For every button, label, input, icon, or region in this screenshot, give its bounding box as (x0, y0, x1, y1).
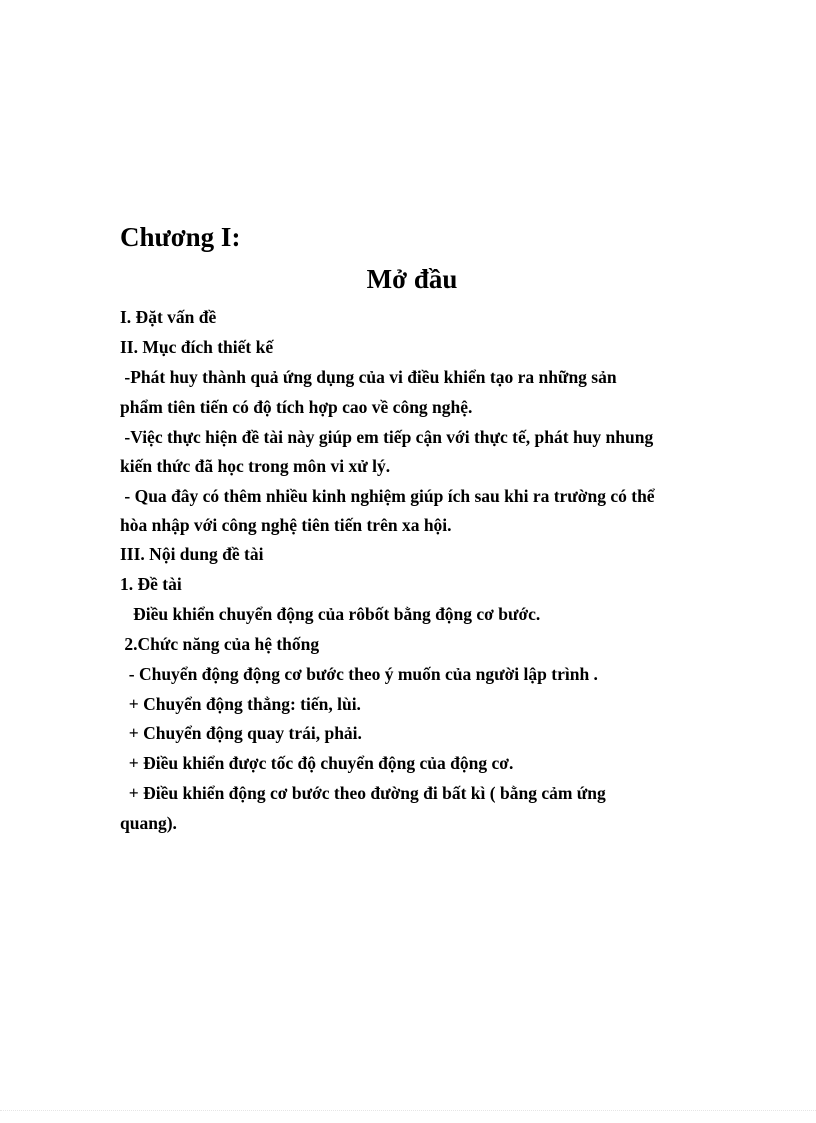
paragraph-line: phẩm tiên tiến có độ tích hợp cao về công nghệ. (120, 397, 473, 417)
section-heading-1: I. Đặt vấn đề (120, 307, 217, 327)
paragraph-line: Điều khiển chuyển động của rôbốt bằng động cơ bước. (120, 604, 541, 624)
paragraph-line: hòa nhập với công nghệ tiên tiến trên xa hội. (120, 515, 452, 535)
list-item-continuation: quang). (120, 813, 177, 833)
section-heading-2: II. Mục đích thiết kế (120, 337, 274, 357)
subsection-heading-1: 1. Đề tài (120, 574, 182, 594)
subsection-heading-2: 2.Chức năng của hệ thống (120, 634, 320, 654)
list-item: + Điều khiển được tốc độ chuyển động của động cơ. (120, 753, 514, 773)
paragraph-line: -Việc thực hiện đề tài này giúp em tiếp cận với thực tế, phát huy nhung (120, 427, 654, 447)
chapter-title (0, 264, 816, 295)
chapter-title-text: Mở đầu (366, 264, 458, 294)
list-item: + Điều khiển động cơ bước theo đường đi bất kì ( bằng cảm ứng (120, 783, 606, 803)
paragraph-line: kiến thức đã học trong môn vi xử lý. (120, 456, 391, 476)
chapter-heading: Chương I: (120, 222, 241, 252)
list-item: + Chuyển động quay trái, phải. (120, 723, 362, 743)
page-edge-divider (0, 1110, 816, 1112)
section-heading-3: III. Nội dung đề tài (120, 544, 264, 564)
paragraph-line: -Phát huy thành quả ứng dụng của vi điều khiển tạo ra những sản (120, 367, 617, 387)
paragraph-line: - Qua đây có thêm nhiều kinh nghiệm giúp ích sau khi ra trường có thể (120, 486, 655, 506)
list-item: + Chuyển động thẳng: tiến, lùi. (120, 694, 361, 714)
list-item: - Chuyển động động cơ bước theo ý muốn của người lập trình . (120, 664, 598, 684)
